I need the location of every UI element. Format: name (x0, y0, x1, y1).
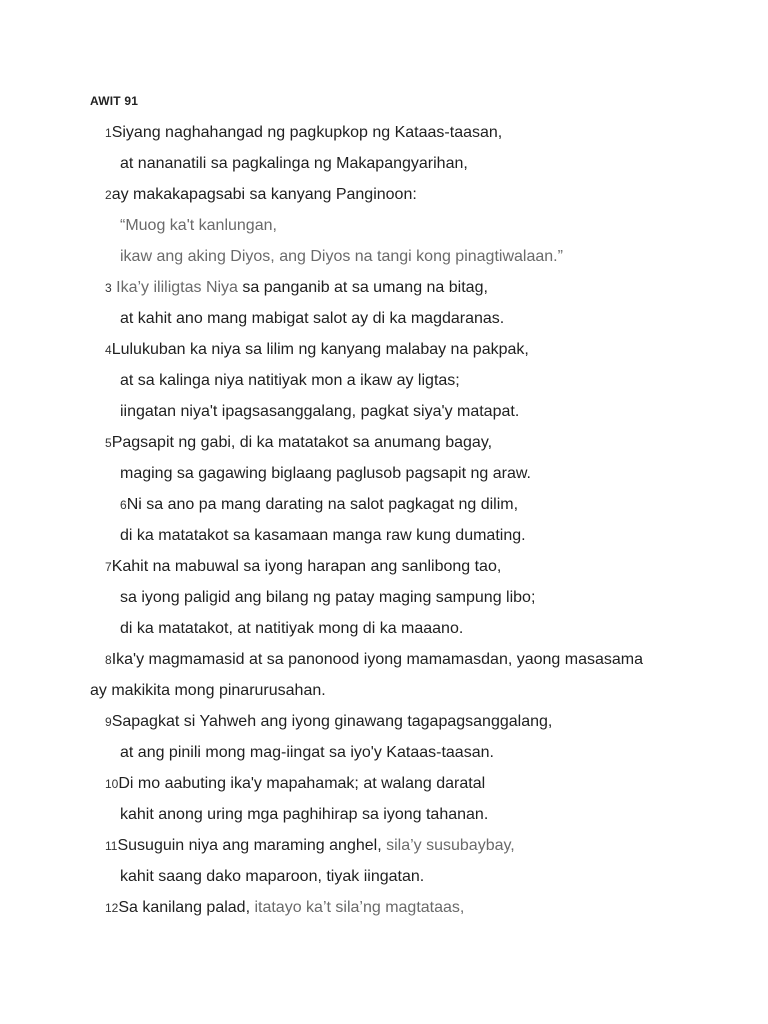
verse-text: kahit anong uring mga paghihirap sa iyong tahanan. (120, 806, 489, 823)
verse-line (120, 216, 277, 236)
verse-line (105, 836, 515, 856)
verse-text: Ika’y ililigtas Niya (111, 279, 238, 296)
verse-line (90, 681, 326, 701)
verse-line (120, 619, 463, 639)
verse-text: Sapagkat si Yahweh ang iyong ginawang tagapagsanggalang, (111, 713, 553, 730)
verse-line (120, 588, 535, 608)
verse-text: Lulukuban ka niya sa lilim ng kanyang malabay na pakpak, (111, 341, 529, 358)
verse-text: Pagsapit ng gabi, di ka matatakot sa anumang bagay, (111, 434, 493, 451)
verse-number: 3 (105, 281, 112, 295)
verse-line (105, 185, 417, 205)
verse-line (120, 309, 504, 329)
verse-text: sa iyong paligid ang bilang ng patay maging sampung libo; (120, 589, 536, 606)
verse-number: 1 (105, 126, 112, 140)
verse-text: ay makikita mong pinarurusahan. (90, 682, 326, 699)
verse-line (120, 247, 563, 267)
verse-line (120, 495, 518, 515)
verse-line (105, 557, 501, 577)
verse-number: 10 (105, 777, 119, 791)
verse-line (105, 650, 643, 670)
verse-text: itatayo ka’t sila’ng magtataas, (250, 899, 465, 916)
verse-number: 11 (105, 839, 118, 853)
verse-text: at kahit ano mang mabigat salot ay di ka magdaranas. (120, 310, 505, 327)
verse-line (105, 774, 485, 794)
verse-number: 4 (105, 343, 112, 357)
verse-text: sa panganib at sa umang na bitag, (237, 279, 488, 296)
verse-number: 9 (105, 715, 112, 729)
verse-number: 6 (120, 498, 127, 512)
verse-number: 5 (105, 436, 112, 450)
verse-line (105, 433, 492, 453)
verse-line (105, 340, 529, 360)
verse-text: Siyang naghahangad ng pagkupkop ng Kataas-taasan, (111, 124, 503, 141)
verse-text: di ka matatakot sa kasamaan manga raw kung dumating. (120, 527, 526, 544)
verse-text: di ka matatakot, at natitiyak mong di ka maaano. (120, 620, 464, 637)
verse-line (105, 123, 502, 143)
verse-text: sila’y susubaybay, (381, 837, 515, 854)
verse-text: at sa kalinga niya natitiyak mon a ikaw ay ligtas; (120, 372, 460, 389)
verse-line (120, 154, 468, 174)
verse-line (105, 898, 464, 918)
verse-line (120, 526, 526, 546)
verse-text: maging sa gagawing biglaang paglusob pagsapit ng araw. (120, 465, 531, 482)
document-heading: AWIT 91 (90, 94, 139, 108)
verse-text: Ika'y magmamasid at sa panonood iyong mamamasdan, yaong masasama (111, 651, 644, 668)
verse-number: 12 (105, 901, 119, 915)
verse-line (120, 402, 519, 422)
verse-line (105, 712, 552, 732)
verse-number: 8 (105, 653, 112, 667)
verse-text: at ang pinili mong mag-iingat sa iyo'y Kataas-taasan. (120, 744, 494, 761)
verse-line (120, 464, 531, 484)
verse-text: Kahit na mabuwal sa iyong harapan ang sanlibong tao, (111, 558, 502, 575)
verse-text: “Muog ka't kanlungan, (120, 217, 277, 234)
verse-text: at nananatili sa pagkalinga ng Makapangyarihan, (120, 155, 468, 172)
verse-line (120, 371, 460, 391)
verse-line (105, 278, 488, 298)
verse-text: Di mo aabuting ika'y mapahamak; at walang daratal (118, 775, 486, 792)
verse-line (120, 805, 488, 825)
verse-text: ay makakapagsabi sa kanyang Panginoon: (111, 186, 417, 203)
verse-text: iingatan niya't ipagsasanggalang, pagkat siya'y matapat. (120, 403, 520, 420)
verse-line (120, 867, 424, 887)
verse-text: kahit saang dako maparoon, tiyak iingatan. (120, 868, 425, 885)
verse-number: 7 (105, 560, 112, 574)
verse-line (120, 743, 494, 763)
verse-text: Sa kanilang palad, (118, 899, 251, 916)
verse-text: Susuguin niya ang maraming anghel, (117, 837, 382, 854)
verse-text: ikaw ang aking Diyos, ang Diyos na tangi kong pinagtiwalaan.” (120, 248, 563, 265)
verse-text: Ni sa ano pa mang darating na salot pagkagat ng dilim, (126, 496, 519, 513)
verse-number: 2 (105, 188, 112, 202)
